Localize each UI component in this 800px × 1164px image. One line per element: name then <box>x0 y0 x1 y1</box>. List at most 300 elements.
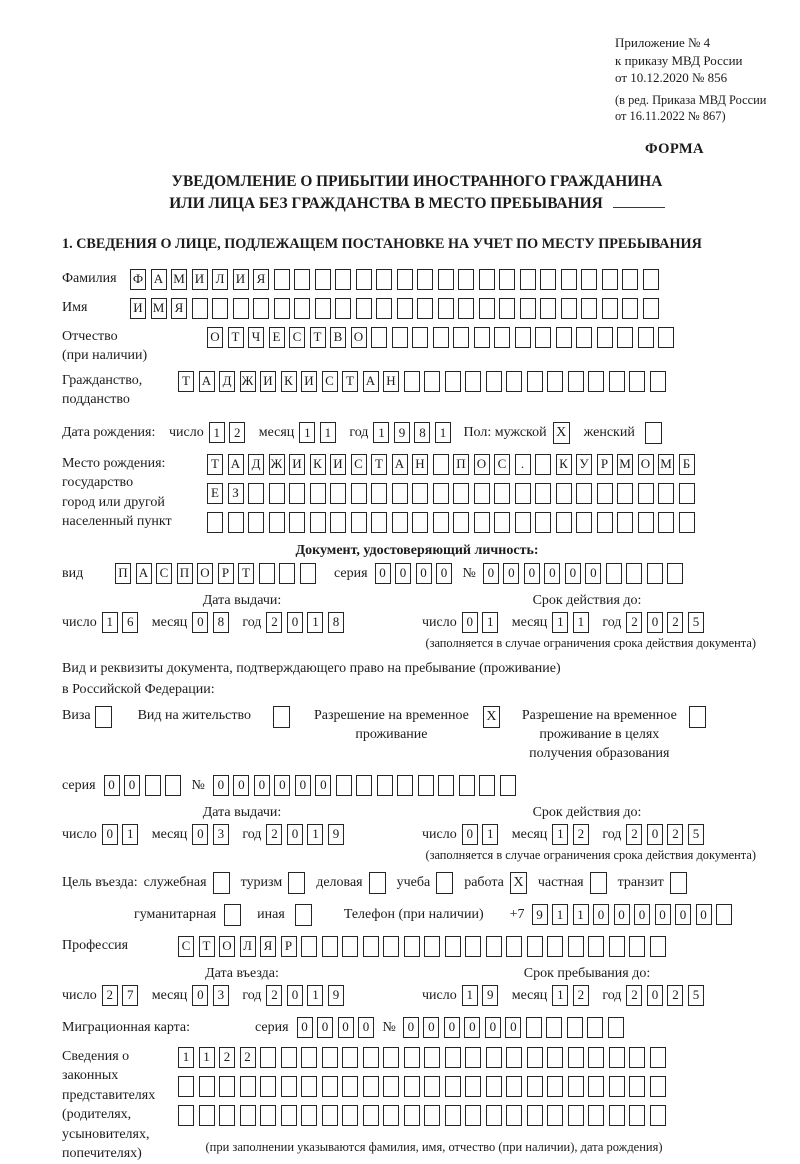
form-cell: 0 <box>287 985 303 1006</box>
form-cell <box>515 512 531 533</box>
form-cell: 8 <box>213 612 229 633</box>
identity-dates-values <box>62 612 772 633</box>
form-cell: 2 <box>667 824 683 845</box>
visa-label: Виза <box>62 707 91 723</box>
permit-options-row <box>62 706 772 763</box>
form-cell <box>638 483 654 504</box>
form-cell <box>617 327 633 348</box>
purpose-transit-checkbox <box>670 872 687 894</box>
permit-series-cells <box>104 775 186 796</box>
form-cell <box>274 298 290 319</box>
form-cell: 0 <box>295 775 311 796</box>
phone-label: Телефон (при наличии) <box>343 907 484 922</box>
expiry-date-heading: Срок действия до: <box>532 804 642 820</box>
legal-reps-row <box>62 1047 772 1164</box>
surname-cells <box>130 269 663 290</box>
identity-issue-year <box>266 612 348 633</box>
permit-expiry-year <box>626 824 708 845</box>
purpose-row2 <box>134 904 772 926</box>
form-cell <box>335 269 351 290</box>
form-cell <box>301 1076 317 1097</box>
form-cell <box>465 936 481 957</box>
form-cell: А <box>136 563 152 584</box>
form-cell <box>192 298 208 319</box>
form-cell <box>622 298 638 319</box>
form-cell: И <box>260 371 276 392</box>
residence-permit-option <box>138 706 290 728</box>
form-cell <box>474 327 490 348</box>
birth-year-cells <box>373 422 455 443</box>
form-cell: А <box>363 371 379 392</box>
month-label: месяц <box>258 425 295 440</box>
form-cell <box>363 1076 379 1097</box>
form-cell <box>568 1047 584 1068</box>
purpose-transit-label: транзит <box>617 875 664 890</box>
form-cell <box>506 371 522 392</box>
form-cell <box>392 512 408 533</box>
visa-checkbox <box>95 706 112 728</box>
form-cell: 3 <box>213 824 229 845</box>
form-cell <box>145 775 161 796</box>
form-cell: Ф <box>130 269 146 290</box>
form-cell <box>453 483 469 504</box>
form-cell <box>626 563 642 584</box>
form-cell: С <box>322 371 338 392</box>
form-cell <box>597 483 613 504</box>
form-cell <box>453 327 469 348</box>
permit-series-label: серия <box>62 777 96 793</box>
form-cell <box>527 1076 543 1097</box>
form-cell <box>547 371 563 392</box>
form-cell <box>260 1047 276 1068</box>
form-cell <box>540 298 556 319</box>
form-cell <box>269 483 285 504</box>
form-cell <box>424 1047 440 1068</box>
form-cell: Н <box>383 371 399 392</box>
form-cell: 0 <box>192 824 208 845</box>
doc-type-cells <box>115 563 320 584</box>
form-cell <box>240 1076 256 1097</box>
form-cell: Д <box>248 454 264 475</box>
form-cell <box>351 483 367 504</box>
form-cell <box>412 327 428 348</box>
form-cell <box>643 298 659 319</box>
form-cell: 1 <box>552 824 568 845</box>
form-cell: А <box>151 269 167 290</box>
form-cell <box>465 1105 481 1126</box>
title-blank-underline <box>613 207 665 208</box>
form-cell <box>377 775 393 796</box>
form-cell <box>494 512 510 533</box>
form-cell <box>458 298 474 319</box>
form-cell <box>356 269 372 290</box>
form-cell <box>269 512 285 533</box>
form-cell: Т <box>238 563 254 584</box>
form-cell: 0 <box>483 563 499 584</box>
form-cell: 1 <box>552 904 568 925</box>
form-cell <box>342 1047 358 1068</box>
form-cell: 9 <box>328 824 344 845</box>
form-cell <box>567 1017 583 1038</box>
day-label: число <box>62 614 97 630</box>
form-cell <box>397 775 413 796</box>
form-cell <box>658 512 674 533</box>
patronymic-row <box>62 327 772 366</box>
form-cell: 9 <box>328 985 344 1006</box>
form-cell <box>335 298 351 319</box>
form-cell <box>486 1047 502 1068</box>
doc-number-label: № <box>462 565 476 581</box>
appendix-line: от 10.12.2020 № 856 <box>615 70 728 85</box>
form-cell <box>499 269 515 290</box>
form-cell <box>342 936 358 957</box>
form-cell: 2 <box>626 985 642 1006</box>
permit-issue-month <box>192 824 233 845</box>
form-cell: 1 <box>435 422 451 443</box>
form-cell <box>301 1105 317 1126</box>
form-cell: 0 <box>444 1017 460 1038</box>
form-cell: Ч <box>248 327 264 348</box>
revision-line: от 16.11.2022 № 867) <box>615 109 726 123</box>
form-cell <box>418 775 434 796</box>
form-cell: З <box>228 483 244 504</box>
form-cell: П <box>177 563 193 584</box>
form-cell <box>289 483 305 504</box>
permit-number-cells <box>213 775 521 796</box>
form-cell: 1 <box>482 612 498 633</box>
birth-place-label: Место рождения: государство город или другой населенный пункт <box>62 455 172 529</box>
form-cell <box>453 512 469 533</box>
stay-year <box>626 985 708 1006</box>
birth-month-cells <box>299 422 340 443</box>
form-cell <box>609 1047 625 1068</box>
form-cell <box>679 483 695 504</box>
stay-day <box>462 985 503 1006</box>
form-cell: 1 <box>552 985 568 1006</box>
purpose-other-checkbox <box>295 904 312 926</box>
form-cell <box>212 298 228 319</box>
form-cell: 2 <box>102 985 118 1006</box>
form-cell <box>556 327 572 348</box>
form-cell: 1 <box>299 422 315 443</box>
form-cell <box>300 563 316 584</box>
form-cell <box>606 563 622 584</box>
form-cell: 8 <box>328 612 344 633</box>
form-cell: А <box>199 371 215 392</box>
form-cell: Е <box>207 483 223 504</box>
form-cell <box>629 1105 645 1126</box>
form-cell <box>363 1047 379 1068</box>
form-cell <box>515 327 531 348</box>
form-cell <box>581 269 597 290</box>
form-cell <box>330 512 346 533</box>
day-label: число <box>62 987 97 1003</box>
form-cell <box>315 298 331 319</box>
form-cell: 2 <box>573 824 589 845</box>
form-cell <box>336 775 352 796</box>
form-cell: 0 <box>593 904 609 925</box>
purpose-business-checkbox <box>213 872 230 894</box>
form-cell <box>499 298 515 319</box>
migration-card-row <box>62 1017 772 1038</box>
form-cell: 2 <box>229 422 245 443</box>
residence-permit-label: Вид на жительство <box>137 707 251 723</box>
form-cell <box>438 775 454 796</box>
form-cell <box>588 371 604 392</box>
form-cell: 2 <box>266 824 282 845</box>
form-cell <box>433 454 449 475</box>
identity-dates-note: (заполняется в случае ограничения срока действия документа) <box>425 635 756 650</box>
form-cell <box>629 936 645 957</box>
form-cell <box>658 483 674 504</box>
form-cell <box>240 1105 256 1126</box>
form-cell <box>392 327 408 348</box>
form-cell: О <box>219 936 235 957</box>
form-cell: 0 <box>192 985 208 1006</box>
form-cell <box>404 1076 420 1097</box>
patronymic-label: Отчество (при наличии) <box>62 328 148 363</box>
form-cell: Т <box>207 454 223 475</box>
form-cell: У <box>576 454 592 475</box>
form-cell: О <box>197 563 213 584</box>
form-cell: 0 <box>102 824 118 845</box>
day-label: число <box>422 987 457 1003</box>
form-cell: 0 <box>104 775 120 796</box>
temp-residence-edu-option <box>522 706 706 763</box>
form-cell <box>363 936 379 957</box>
form-cell <box>506 936 522 957</box>
form-cell <box>588 1076 604 1097</box>
form-cell: Б <box>679 454 695 475</box>
form-cell: Р <box>281 936 297 957</box>
form-cell <box>445 1105 461 1126</box>
form-cell <box>527 1047 543 1068</box>
temp-residence-option <box>314 706 500 744</box>
form-cell <box>281 1105 297 1126</box>
form-cell: Ж <box>269 454 285 475</box>
name-label: Имя <box>62 299 88 315</box>
form-cell <box>445 1076 461 1097</box>
temp-residence-edu-checkbox <box>689 706 706 728</box>
form-cell: 0 <box>565 563 581 584</box>
appendix-block <box>615 34 772 125</box>
identity-dates-headers <box>62 593 772 609</box>
purpose-business-label: служебная <box>143 875 207 890</box>
form-cell <box>650 1047 666 1068</box>
form-cell: 0 <box>462 824 478 845</box>
form-cell <box>281 1076 297 1097</box>
form-cell <box>629 371 645 392</box>
form-cell <box>356 775 372 796</box>
form-cell: О <box>638 454 654 475</box>
form-cell: И <box>289 454 305 475</box>
form-cell: 1 <box>178 1047 194 1068</box>
form-cell <box>445 1047 461 1068</box>
form-cell <box>608 1017 624 1038</box>
form-cell <box>392 483 408 504</box>
female-label: женский <box>583 425 635 440</box>
temp-residence-checkbox: X <box>483 706 500 728</box>
entry-day <box>102 985 143 1006</box>
form-cell <box>178 1105 194 1126</box>
form-cell <box>383 1076 399 1097</box>
identity-expiry-day <box>462 612 503 633</box>
form-cell: К <box>310 454 326 475</box>
form-cell <box>609 1105 625 1126</box>
form-cell <box>597 512 613 533</box>
form-cell <box>486 936 502 957</box>
form-cell <box>576 483 592 504</box>
form-cell <box>520 298 536 319</box>
identity-doc-heading: Документ, удостоверяющий личность: <box>295 542 539 558</box>
form-cell: 6 <box>122 612 138 633</box>
form-cell <box>609 936 625 957</box>
form-cell <box>474 483 490 504</box>
form-cell <box>438 269 454 290</box>
legal-reps-line2 <box>178 1076 670 1097</box>
form-cell: 8 <box>414 422 430 443</box>
male-checkbox: X <box>553 422 570 444</box>
purpose-other-label: иная <box>257 907 285 922</box>
form-cell <box>602 269 618 290</box>
form-cell <box>716 904 732 925</box>
form-cell: 1 <box>573 904 589 925</box>
form-cell: 0 <box>403 1017 419 1038</box>
form-cell <box>465 1047 481 1068</box>
profession-row <box>62 936 772 957</box>
form-cell <box>588 1105 604 1126</box>
form-cell: 0 <box>647 985 663 1006</box>
form-cell <box>248 512 264 533</box>
form-cell: 2 <box>667 985 683 1006</box>
form-cell <box>371 483 387 504</box>
purpose-work-checkbox: X <box>510 872 527 894</box>
form-cell <box>376 269 392 290</box>
form-cell <box>561 298 577 319</box>
form-cell <box>556 512 572 533</box>
form-cell: В <box>330 327 346 348</box>
form-cell <box>199 1076 215 1097</box>
form-cell: Т <box>199 936 215 957</box>
permit-dates-headers <box>62 805 772 821</box>
day-label: число <box>422 614 457 630</box>
form-cell: 0 <box>614 904 630 925</box>
doc-type-label: вид <box>62 565 84 581</box>
form-cell: 5 <box>688 612 704 633</box>
form-cell <box>650 1076 666 1097</box>
form-cell: 9 <box>394 422 410 443</box>
form-cell <box>342 1105 358 1126</box>
birth-date-label: Дата рождения: <box>62 425 156 440</box>
form-cell <box>535 483 551 504</box>
form-cell <box>371 327 387 348</box>
month-label: месяц <box>151 826 188 842</box>
purpose-work-label: работа <box>464 875 504 890</box>
form-cell: 0 <box>462 612 478 633</box>
form-cell <box>459 775 475 796</box>
name-cells <box>130 298 663 319</box>
form-cell <box>424 1105 440 1126</box>
form-cell <box>412 512 428 533</box>
form-cell <box>424 936 440 957</box>
form-cell <box>561 269 577 290</box>
form-cell: И <box>301 371 317 392</box>
form-cell: 1 <box>373 422 389 443</box>
form-cell: 0 <box>423 1017 439 1038</box>
migration-series-cells <box>297 1017 379 1038</box>
surname-row <box>62 269 772 290</box>
permit-issue-day <box>102 824 143 845</box>
form-cell <box>301 1047 317 1068</box>
birth-day-cells <box>209 422 250 443</box>
form-cell: 1 <box>552 612 568 633</box>
form-cell: 2 <box>626 612 642 633</box>
form-cell <box>199 1105 215 1126</box>
form-cell <box>494 483 510 504</box>
form-cell: 2 <box>667 612 683 633</box>
profession-label: Профессия <box>62 937 129 953</box>
patronymic-cells <box>207 327 679 348</box>
form-cell <box>253 298 269 319</box>
form-cell <box>465 1076 481 1097</box>
entry-dates-headers <box>62 966 772 982</box>
form-cell: О <box>351 327 367 348</box>
form-cell <box>322 936 338 957</box>
form-cell: К <box>281 371 297 392</box>
section1-heading: 1. СВЕДЕНИЯ О ЛИЦЕ, ПОДЛЕЖАЩЕМ ПОСТАНОВКЕ НА УЧЕТ ПО МЕСТУ ПРЕБЫВАНИЯ <box>62 235 702 252</box>
form-cell: 3 <box>213 985 229 1006</box>
form-cell: О <box>474 454 490 475</box>
form-cell: С <box>351 454 367 475</box>
day-label: число <box>169 425 204 440</box>
form-cell <box>658 327 674 348</box>
form-cell <box>650 371 666 392</box>
form-cell: О <box>207 327 223 348</box>
citizenship-label: Гражданство, подданство <box>62 372 143 407</box>
form-cell <box>650 1105 666 1126</box>
form-cell: 9 <box>532 904 548 925</box>
form-cell: Д <box>219 371 235 392</box>
form-cell: Е <box>269 327 285 348</box>
form-cell <box>617 483 633 504</box>
form-cell <box>609 371 625 392</box>
birth-place-line1 <box>207 454 699 475</box>
form-cell <box>581 298 597 319</box>
form-cell <box>260 1076 276 1097</box>
form-cell <box>506 1047 522 1068</box>
year-label: год <box>242 987 262 1003</box>
form-cell <box>397 269 413 290</box>
form-cell: Т <box>342 371 358 392</box>
permit-issue-year <box>266 824 348 845</box>
form-cell <box>679 512 695 533</box>
form-cell <box>547 1047 563 1068</box>
form-cell <box>526 1017 542 1038</box>
form-cell <box>547 1105 563 1126</box>
permit-series-row <box>62 775 772 796</box>
form-cell <box>433 512 449 533</box>
form-cell: А <box>228 454 244 475</box>
identity-expiry-month <box>552 612 593 633</box>
permit-expiry-month <box>552 824 593 845</box>
form-cell <box>433 327 449 348</box>
identity-issue-day <box>102 612 143 633</box>
year-label: год <box>602 987 622 1003</box>
form-cell: 0 <box>544 563 560 584</box>
form-cell <box>515 483 531 504</box>
form-cell <box>371 512 387 533</box>
form-cell <box>219 1076 235 1097</box>
